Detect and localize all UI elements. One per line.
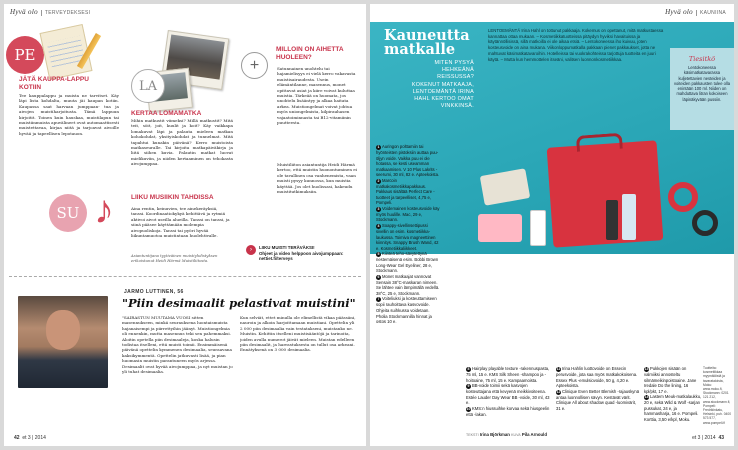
- su-text: Aina rentin, keinuvien, tee ainekeräyksiä, tanssi. Koordinaatiokykyä kehittävä ja rytmiä aktivoi aivot useilla alueilla. Tanssi on tanssi, ja siinä pääsee käyttämään molempia aivopuoliskoja. Tanssi tai pyöri hyvää liikuntamuotoa muistintaan huolehtivalle.: [131, 206, 230, 239]
- page-header: [10, 8, 90, 16]
- page-folio: et 3 | 2014 43: [692, 435, 724, 441]
- pe-text: Tee kauppalappu ja muista ne tarvitset. Käy läpi lista kohdalta, muuta jäi kaupan kotiin. Kaupassa saat harvaan jumppaan- tua ja aivojen muistiharjoitusta. Tämä lappuun kirjoitit. Toinen kuin hauskaa, muistilapun tai muistiinmuista apuvälineet ovat automaattisesti muistettavaa, kirjaa niitä ja tarjoavat aivoille hyvää ja tapeellisen lepotauon.: [19, 93, 119, 136]
- tip-title: LIIKU MUISTI TERÄVÄKSI!: [259, 245, 315, 250]
- interview-byline: JARMO LUTTINEN, 56: [124, 289, 184, 295]
- handle: [576, 133, 623, 152]
- pe-heading: JÄTÄ KAUPPA-LAPPU KOTIIN: [19, 76, 89, 91]
- su-caption: Asiantuntijana tyytiväinen muistiyhdistyksen erikoistunut Heidi Härmä Muistiliitosta.: [131, 253, 218, 263]
- left-page: [4, 4, 366, 446]
- section-name: TERVEYDEKSESI: [41, 10, 91, 16]
- addresses: Tuotteita: kosmetiikkaa myymälöistä ja tavarataloista, Moku: www.moku.fi, Stockmann: 0201 121 212, www.stockmann.fi, Pompeli: Fredrikinkatu, Helsinki, puh. 0400 573 577, www.pompeli.fi: [703, 366, 732, 425]
- la-text: Mihin matkustit viimeksi? Millä matkustit? Mitä teit, söit, joit, kuulit ja koit? Käy vaikkapa lomakuvat läpi ja palauta mieleen matkan kohokohdat, yksityiskohdat ja tunnelmat. Mitä tapahtui kunakin päivänä? Kerro muistoista matkaseuralle. Tai kirjoita matkapäiväkirja ja liitä siihen kuvia. Palautin matkat luovat mielikuviin, ja niiden kertaaminen on tehokasta aivojumppaa.: [131, 118, 233, 167]
- su-heading: LIIKU MUSIIKIN TAHDISSA: [131, 194, 214, 201]
- page-folio: 42 et 3 | 2014: [14, 435, 46, 441]
- lifebuoy-illustration: [668, 182, 698, 212]
- brand-name: Hyvä olo: [665, 8, 693, 16]
- list-item-13: 13 Pukkojen sisään on valmiiksi annosteltu silmämeikinpoistoaine. Jane Iredale Do the lining, 16 kpl/pkt, 17 e.: [644, 366, 697, 394]
- pe-circle: PE: [6, 36, 44, 74]
- info-box: [670, 48, 734, 130]
- info-box-text: Lentokoneessa käsimatkatavarassa kuljetettavien nesteiden ja voiteiden pakkausten tulee olla enintään 100 ml. Niiden on mahduttava litran kokoiseen läpinäkyvään pussiin.: [674, 65, 730, 102]
- article-subtitle: MITEN PYSYÄ HEHKEÄNÄ REISSUSSA? KOKENUT MATKAAJA, LENTOEMÄNTÄ IRINA HAHL KERTOO OMAT VINKKINSÄ.: [411, 60, 474, 110]
- milloin-expert: Muistiliiton asiantuntija Heidi Härmä kertoo, että muistin huonontuminen ei ole tavallinen osa vanhenemista, vaan muisti pysyy kunnossa, kun muistia käyttää. Jos olet huolissasi, hakeudu muistitutkimuksiin.: [277, 162, 357, 195]
- la-circle: LA: [131, 69, 165, 103]
- list-item-14: 14 Lastem Meuk-matkalaukku, 20 e, sekä Wild & Wolf -sarjan pussukat, 24 e, ja hammasharja, 16 e. Pompeli. Korttia, 3,50 e/kpl, Moku.: [644, 394, 702, 422]
- milloin-heading: MILLOIN ON AIHETTA HUOLEEN?: [276, 46, 344, 61]
- portrait-photo: [18, 296, 108, 388]
- list-item-11: 11 Irina Hahlin luottovoide on Essecin perusvoide, jota saa myös matkakokoisena. Essex Plus -emulsiovoide, 50 g, 4,20 e. Apteekoista.: [556, 366, 638, 389]
- brand-name: Hyvä olo: [10, 8, 38, 16]
- info-box-title: Tiesitkö: [688, 55, 716, 63]
- arrow-icon: ›: [246, 245, 256, 255]
- product-list-4: [644, 366, 702, 428]
- page-header: [665, 8, 726, 16]
- list-item-9: 9 BB-voide toimii sekä kasvojen kosteuttajana että kevyenä meikkivoiteena. Estée Lauder Day Wear BB -voide, 30 ml, 43 e.: [466, 383, 550, 406]
- list-item-4: 4 Soappy-sivellinsettipussi sivellin on esim. kosmetiikka-laukussa. Toimiva magneettinen kiinnitys. Snappy Brush Wand, 42 e. Kosmetiikkaliikkeet.: [376, 223, 439, 251]
- tube-product: [530, 210, 546, 246]
- article-title: Kauneutta matkalle: [384, 27, 470, 58]
- list-item-3: 3 Voidemainen kosteusvoide käy myös huulille. Mac, 29 e, Stockmann.: [376, 205, 440, 223]
- round-product: [692, 210, 718, 236]
- su-circle: SU: [49, 194, 87, 232]
- list-item-1: 1 Auringon polttamiin tai hyönteisten pistoksiin auttaa puu-öljyn voide. Vaikka puu ei ole hotassa, se kesti useamman matkaamisen. V 10 Plus Lakrits -seerumi, 30 ml, 82 e. Apteekoista.: [376, 144, 440, 178]
- list-item-12: 12 Clinique Even Better Blemish -rajauskynä antaa luonnollisen sävyn. Kestävät värit. Clinique All about shadow quad -luomivärit, 31 e.: [556, 388, 640, 411]
- tip-link[interactable]: Ohjeet ja video helppoon aivojumppaan: nettiet.fi/terveys: [259, 250, 344, 261]
- interview-title: "Piin desimaalit pelastivat muistini": [122, 296, 356, 310]
- list-item-8: 8 Hairplay playable texture -rakennuspasta, 75 ml, 15 e. KMS Silk Sheen -shampoo ja -hoitoaine, 75 ml, 15 e. Kampaamoista.: [466, 366, 550, 383]
- suitcase-illustration: [547, 140, 664, 247]
- tip-box: [259, 245, 359, 262]
- list-item-5: 5 Kiinteä teho-sävytettynä nestemäisenä esim. Bobbi Brown Long-Wear Gel Eyeliner, 28 e, Stockmann.: [376, 251, 439, 274]
- article-intro: LENTOEMÄNTÄ Irina Hahl on tottunut pakkaaja. Kokemus on opettanut, mitä matkustaessa kannattaa ottaa mukaan. – Kosmetiikkatuotteissa pitäydyn hyviksi havaituissa ja käytännöllisissä, sillä matkoilla ei ole aikaa etsiä. – Lentokoneessa iho kuivuu, joten kosteusvoide on aina mukana. Viikonloppumatkalla pakkaan pienet pakkaukset, jotta ne mahtuvat käsimatkatavaroihin. Hotelleissa tai vuokrakohteissa tarjottuja tuotteita en juuri käytä. – Mutta kun hemmottelen itseäni, valitsen luonnonkosmetiikkaa.: [488, 28, 664, 62]
- music-note-icon: ♪: [94, 188, 114, 232]
- face: [46, 310, 80, 350]
- la-heading: KERTAA LOMAMATKA: [131, 110, 202, 117]
- list-item-2: 2 Marcoin matkakosmetiikkapakkaus. Pakkaus sisältää Perfect Care -tuotteet ja tarpeelliset, 4,75 e, Pompeli.: [376, 177, 435, 206]
- product-list-1: [376, 144, 440, 366]
- credits: TEKSTI Irina Björkman KUVA Pila Arnould: [466, 432, 547, 437]
- product-list-2: [466, 366, 550, 428]
- milloin-text: Satunnainen unohtelu tai hajamielisyys ei vielä kerro vakavasta muistisairaudesta. Usein elämäntilanne, masennus, monet opittavat asiat ja kiire voivat kuluttaa muistia. Tärkeää on huomata, jos unohtelu lisääntyy ja alkaa haitata arkea. Muistiongelmat voivat johtua myös uniongelmista, kilpirauhasen vajaatoiminnasta tai B12-vitamiinin puutteesta.: [277, 66, 356, 126]
- product-list-3: [556, 366, 640, 428]
- bottle-product: [606, 200, 618, 240]
- interview-col1: "SAIRASTUN MUUTAMA VUOSI sitten masennukseen, minkä seurauksena luontaismuista hajanaisempi ja piirrettyihin jäänyt. Muistiongelmia oli ennenkin, mutta masennus teki sen pahemmaksi. Aloitin opetella piin desimaaleja, koska halusin todistaa itselleni, että muisti toimii. Ensimmäisenä päivänä opettelin kymmenen desimaalia, seuraavana kaksikymmentä. Opettelin jatkuvasti lisää, ja pian huomasin muistin parantuneen myös arjessa. Desimaalit ovat hyvää aivojumppaa, ja nyt muistan jo yli tuhat desimaalia.: [122, 315, 233, 375]
- divider: [9, 276, 361, 277]
- section-name: KAUNIINA: [696, 10, 726, 16]
- interview-col2: Kun selviät, ettet minulla ole elimellistä vikaa päässäni, nauroin ja alkoin harjoittamaan muistiani. Opettelin yli 2 000 piin desimaalia vain testatakseni, muistanko ne. Muistin. Kehittin itselleni muistisääntöjä ja tarinoita, joiden avulla numerot jäivät mieleen. Muistan edelleen piin desimaalit, ja harrastuksesta on tullut osa arkeani. Ennätyksenä on 3 000 desimaalia.: [240, 315, 356, 353]
- list-item-7: 7 Voiteliuksi ja kosteuttamiseen sopii rauhoittava kasvovoide. Ohjeita suihkussa voidetaan. Pholia Stockmannilla hinnat ja ostos 10 e.: [376, 296, 437, 325]
- list-item-6: 6 Monet matkaajat vannovat Sensain 38°C-maskaran nimeen. Se lähtee vain lämpimällä vedellä. 38°C, 25 e, Stockmann.: [376, 273, 440, 296]
- right-page: [370, 4, 734, 446]
- cosmetic-pouch: [478, 214, 522, 242]
- spray-product: [622, 194, 636, 240]
- plus-icon: +: [241, 52, 268, 79]
- list-item-10: 10 KMS:n hiussuihke korvaa sekä hiusgeelin että -lakan.: [466, 405, 550, 417]
